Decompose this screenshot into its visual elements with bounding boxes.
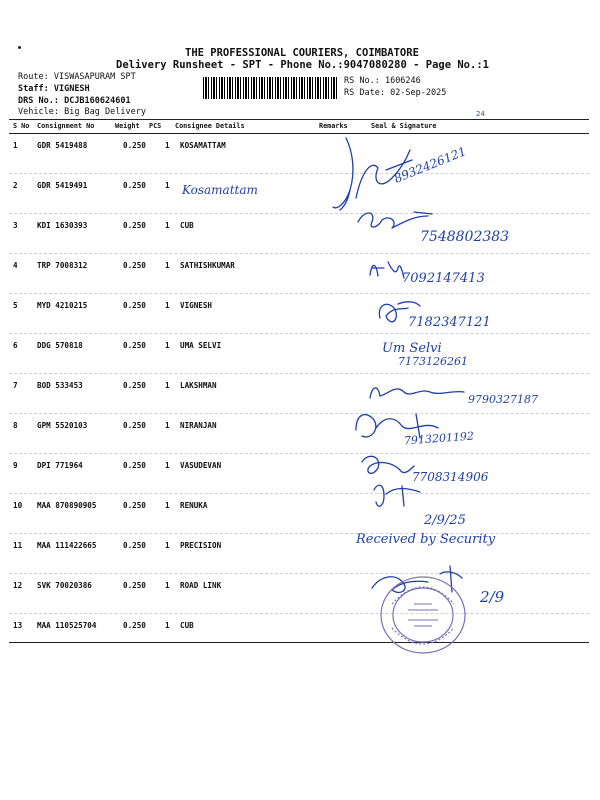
cell-consignee: CUB [180, 621, 194, 630]
handwritten-phone-3: 7548802383 [420, 229, 510, 245]
col-pcs: PCS [149, 122, 162, 130]
cell-weight: 0.250 [123, 221, 146, 230]
route-label: Route: [18, 72, 49, 82]
cell-weight: 0.250 [123, 341, 146, 350]
handwritten-sig-6: Um Selvi [382, 341, 442, 356]
vehicle-label: Vehicle: [18, 107, 59, 117]
handwritten-name-row2: Kosamattam [182, 183, 258, 197]
staff-value: VIGNESH [53, 84, 90, 94]
runsheet-title: Delivery Runsheet - SPT - Phone No.:9047080280 - Page No.:1 [116, 59, 489, 71]
cell-pcs: 1 [165, 341, 170, 350]
col-weight: Weight [115, 122, 140, 130]
cell-consignment: KDI 1630393 [37, 221, 88, 230]
table-row [9, 173, 589, 214]
company-seal-icon [378, 574, 468, 656]
cell-weight: 0.250 [123, 461, 146, 470]
cell-consignment: GDR 5419488 [37, 141, 88, 150]
table-row [9, 493, 589, 534]
drs-line [18, 96, 131, 106]
cell-consignment: DPI 771964 [37, 461, 83, 470]
cell-consignment: SVK 70020386 [37, 581, 92, 590]
cell-consignment: BOD 533453 [37, 381, 83, 390]
drs-value: DCJB160624601 [64, 96, 131, 106]
cell-consignee: VIGNESH [180, 301, 213, 310]
staff-label: Staff: [18, 84, 49, 94]
handwritten-date-12: 2/9 [480, 588, 505, 606]
cell-sno: 12 [13, 581, 23, 590]
cell-weight: 0.250 [123, 261, 146, 270]
col-seal: Seal & Signature [371, 122, 437, 130]
cell-weight: 0.250 [123, 501, 146, 510]
cell-pcs: 1 [165, 421, 170, 430]
cell-consignment: MAA 110525704 [37, 621, 97, 630]
cell-sno: 11 [13, 541, 23, 550]
cell-pcs: 1 [165, 541, 170, 550]
handwritten-note-11: Received by Security [356, 532, 496, 547]
cell-sno: 7 [13, 381, 18, 390]
cell-consignment: MAA 870890905 [37, 501, 97, 510]
table-row [9, 253, 589, 294]
cell-pcs: 1 [165, 221, 170, 230]
handwritten-phone-5: 7182347121 [408, 315, 491, 330]
cell-sno: 2 [13, 181, 18, 190]
vehicle-line [18, 107, 146, 117]
cell-weight: 0.250 [123, 621, 146, 630]
cell-sno: 13 [13, 621, 23, 630]
rs-no-label: RS No.: [344, 76, 380, 86]
cell-pcs: 1 [165, 581, 170, 590]
handwritten-phone-6: 7173126261 [398, 355, 468, 368]
cell-consignee: LAKSHMAN [180, 381, 217, 390]
cell-consignee: PRECISION [180, 541, 222, 550]
cell-weight: 0.250 [123, 301, 146, 310]
cell-weight: 0.250 [123, 581, 146, 590]
cell-pcs: 1 [165, 621, 170, 630]
route-line [18, 72, 136, 82]
cell-weight: 0.250 [123, 421, 146, 430]
cell-pcs: 1 [165, 301, 170, 310]
cell-pcs: 1 [165, 501, 170, 510]
cell-consignee: NIRANJAN [180, 421, 217, 430]
col-consignee: Consignee Details [175, 122, 245, 130]
cell-pcs: 1 [165, 261, 170, 270]
rs-date-value: 02-Sep-2025 [390, 88, 447, 98]
table-row [9, 333, 589, 374]
cell-consignee: SATHISHKUMAR [180, 261, 235, 270]
cell-pcs: 1 [165, 461, 170, 470]
cell-pcs: 1 [165, 181, 170, 190]
handwritten-phone-9: 7708314906 [412, 470, 489, 484]
cell-consignee: UMA SELVI [180, 341, 222, 350]
handwritten-date-10: 2/9/25 [424, 513, 466, 528]
cell-consignee: ROAD LINK [180, 581, 222, 590]
table-row [9, 413, 589, 454]
cell-consignee: RENUKA [180, 501, 208, 510]
handwritten-phone-4: 7092147413 [402, 271, 485, 286]
staff-line [18, 84, 90, 94]
cell-sno: 4 [13, 261, 18, 270]
rs-no-value: 1606246 [384, 76, 421, 86]
cell-consignment: GPM 5520103 [37, 421, 88, 430]
rs-no-line [344, 76, 421, 86]
company-title: THE PROFESSIONAL COURIERS, COIMBATORE [185, 47, 419, 59]
table-row [9, 453, 589, 494]
handwritten-phone-7: 9790327187 [468, 393, 538, 406]
cell-sno: 10 [13, 501, 23, 510]
col-consignment: Consignment No [37, 122, 95, 130]
cell-sno: 8 [13, 421, 18, 430]
cell-sno: 6 [13, 341, 18, 350]
drs-label: DRS No.: [18, 96, 59, 106]
cell-consignment: GDR 5419491 [37, 181, 88, 190]
cell-consignment: DDG 570818 [37, 341, 83, 350]
cell-consignee: VASUDEVAN [180, 461, 222, 470]
table-row [9, 533, 589, 574]
table-row [9, 613, 589, 653]
cell-pcs: 1 [165, 381, 170, 390]
runsheet-table [9, 119, 589, 643]
cell-sno: 3 [13, 221, 18, 230]
rs-date-label: RS Date: [344, 88, 385, 98]
barcode [203, 77, 339, 99]
route-value: VISWASAPURAM SPT [53, 72, 136, 82]
vehicle-value: Big Bag Delivery [64, 107, 146, 117]
cell-weight: 0.250 [123, 181, 146, 190]
cell-consignment: MYD 4210215 [37, 301, 88, 310]
rs-date-line [344, 88, 446, 98]
col-remarks: Remarks [319, 122, 348, 130]
cell-weight: 0.250 [123, 541, 146, 550]
table-row [9, 293, 589, 334]
cell-sno: 9 [13, 461, 18, 470]
cell-consignee: KOSAMATTAM [180, 141, 226, 150]
table-row [9, 133, 589, 174]
scan-dot [18, 46, 21, 49]
handwritten-phone-8: 7913201192 [403, 429, 475, 448]
corner-mark: 24 [476, 110, 485, 118]
cell-consignment: TRP 7008312 [37, 261, 88, 270]
cell-weight: 0.250 [123, 141, 146, 150]
table-header [9, 120, 589, 134]
col-sno: S No [13, 122, 30, 130]
cell-consignment: MAA 111422665 [37, 541, 97, 550]
cell-consignee: CUB [180, 221, 194, 230]
cell-weight: 0.250 [123, 381, 146, 390]
cell-sno: 5 [13, 301, 18, 310]
handwritten-phone-1: 8932426121 [392, 144, 469, 186]
cell-sno: 1 [13, 141, 18, 150]
cell-pcs: 1 [165, 141, 170, 150]
